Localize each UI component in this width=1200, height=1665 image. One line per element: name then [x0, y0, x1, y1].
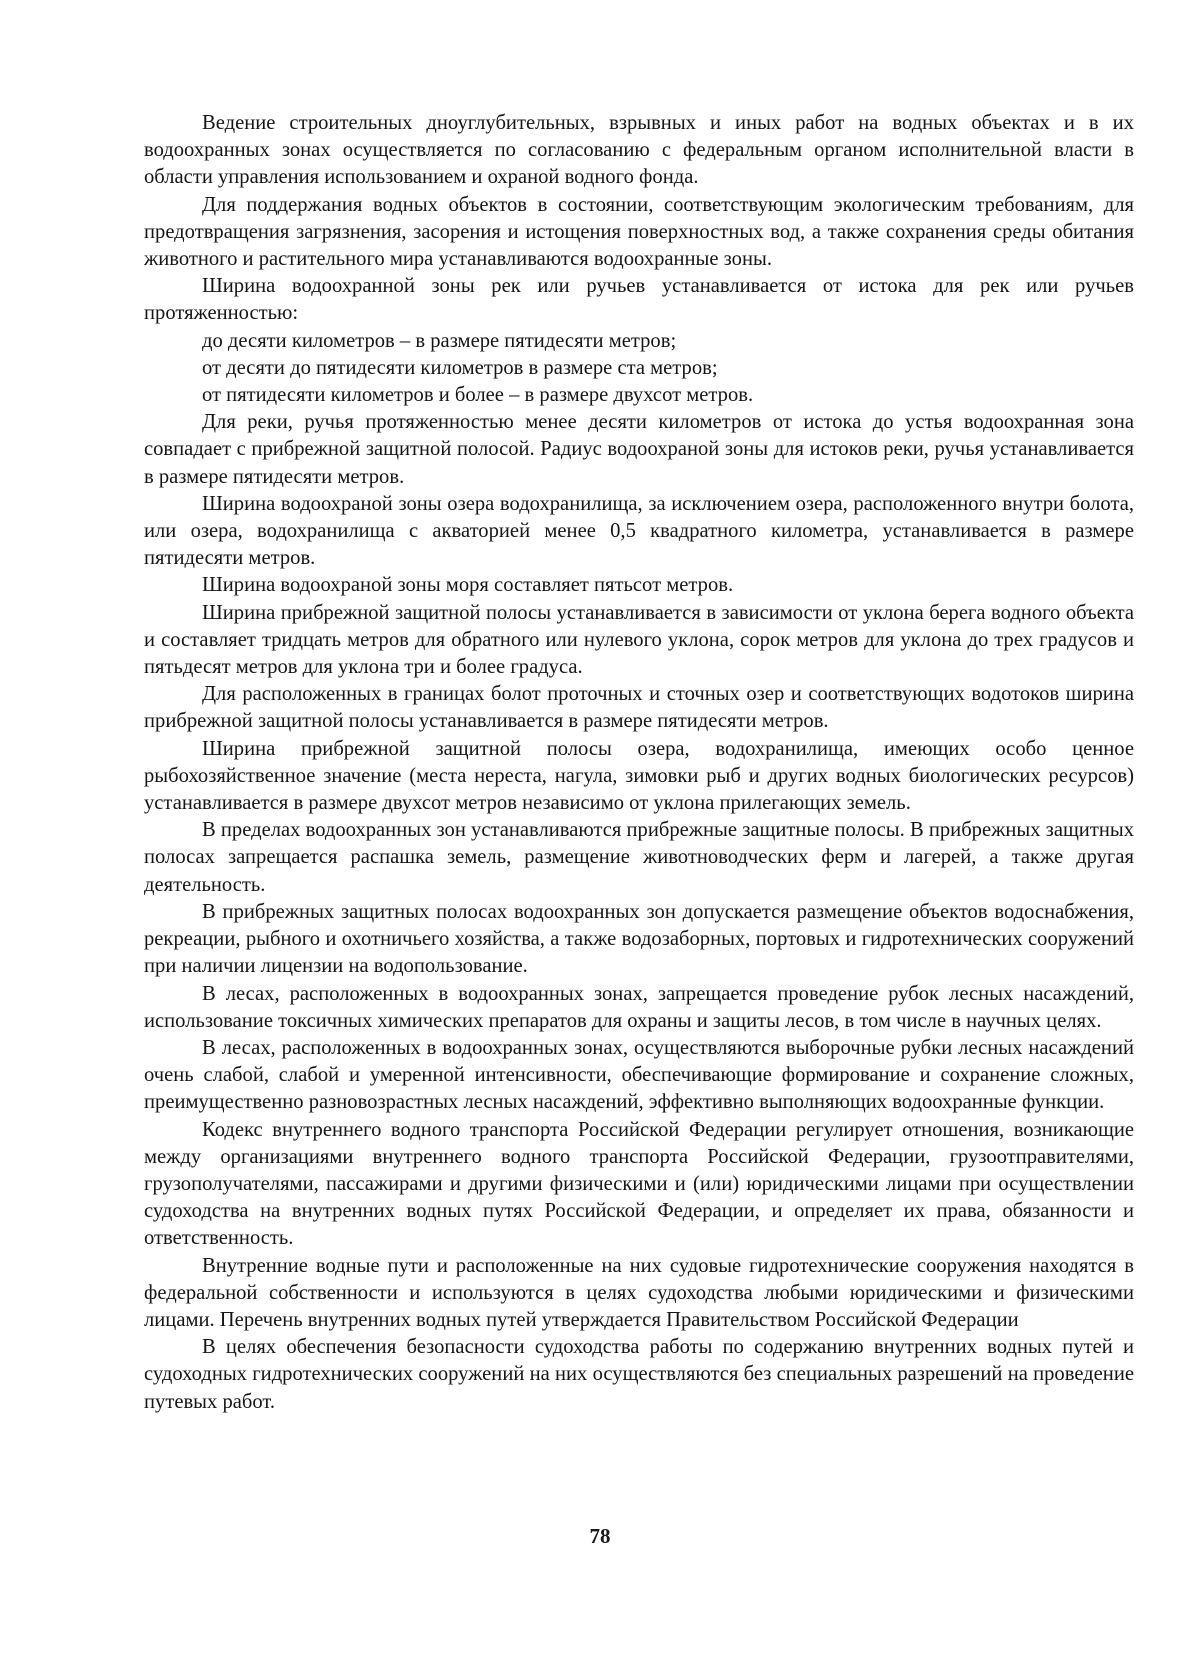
paragraph: В прибрежных защитных полосах водоохранных зон допускается размещение объектов водоснабжения, рекреации, рыбного и охотничьего хозяйства, а также водозаборных, портовых и гидротехнических сооружений при наличии лицензии на водопользование.: [144, 900, 1134, 978]
paragraph: Ширина прибрежной защитной полосы озера, водохранилища, имеющих особо ценное рыбохозяйственное значение (места нереста, нагула, зимовки рыб и других водных биологических ресурсов) устанавливается в размере двухсот метров независимо от уклона прилегающих земель.: [144, 737, 1134, 815]
paragraph: Ширина водоохранной зоны рек или ручьев устанавливается от истока для рек или ручьев протяженностью:: [144, 275, 1134, 325]
page-number: 78: [589, 1524, 611, 1548]
paragraph: Ширина прибрежной защитной полосы устанавливается в зависимости от уклона берега водного объекта и составляет тридцать метров для обратного или нулевого уклона, сорок метров для уклона до трех градусов и пятьдесят метров для уклона три и более градуса.: [144, 601, 1134, 679]
paragraph: В пределах водоохранных зон устанавливаются прибрежные защитные полосы. В прибрежных защитных полосах запрещается распашка земель, размещение животноводческих ферм и лагерей, а также другая деятельность.: [144, 819, 1134, 896]
paragraph: Кодекс внутреннего водного транспорта Российской Федерации регулирует отношения, возникающие между организациями внутреннего водного транспорта Российской Федерации, грузоотправителями, грузополучателями, пассажирами и другими физическими и (или) юридическими лицами при осуществлении судоходства на внутренних водных путях Российской Федерации, и определяет их права, обязанности и ответственность.: [144, 1118, 1134, 1250]
paragraph: Внутренние водные пути и расположенные на них судовые гидротехнические сооружения находятся в федеральной собственности и используются в целях судоходства любыми юридическими и физическими лицами. Перечень внутренних водных путей утверждается Правительством Российской Федерации: [144, 1254, 1134, 1331]
paragraph: Для поддержания водных объектов в состоянии, соответствующим экологическим требованиям, для предотвращения загрязнения, засорения и истощения поверхностных вод, а также сохранения среды обитания животного и растительного мира устанавливаются водоохранные зоны.: [144, 193, 1134, 271]
paragraph: В лесах, расположенных в водоохранных зонах, запрещается проведение рубок лесных насаждений, использование токсичных химических препаратов для охраны и защиты лесов, в том числе в научных целях.: [144, 982, 1134, 1032]
list-item: до десяти километров – в размере пятидесяти метров;: [202, 329, 677, 352]
document-body: [144, 110, 1134, 1416]
paragraph: Ширина водоохраной зоны озера водохранилища, за исключением озера, расположенного внутри болота, или озера, водохранилища с акваторией менее 0,5 квадратного километра, устанавливается в размере пятидесяти метров.: [144, 492, 1134, 570]
paragraph: Ведение строительных дноуглубительных, взрывных и иных работ на водных объектах и в их водоохранных зонах осуществляется по согласованию с федеральным органом исполнительной власти в области управления использованием и охраной водного фонда.: [144, 112, 1134, 189]
paragraph: Для реки, ручья протяженностью менее десяти километров от истока до устья водоохранная зона совпадает с прибрежной защитной полосой. Радиус водоохраной зоны для истоков реки, ручья устанавливается в размере пятидесяти метров.: [144, 411, 1134, 488]
list-item: от десяти до пятидесяти километров в размере ста метров;: [202, 356, 718, 379]
list-item: от пятидесяти километров и более – в размере двухсот метров.: [202, 384, 754, 407]
paragraph: Ширина водоохраной зоны моря составляет пятьсот метров.: [202, 574, 734, 597]
paragraph: В лесах, расположенных в водоохранных зонах, осуществляются выборочные рубки лесных насаждений очень слабой, слабой и умеренной интенсивности, обеспечивающие формирование и сохранение сложных, преимущественно разновозрастных лесных насаждений, эффективно выполняющих водоохранные функции.: [144, 1036, 1134, 1114]
paragraph: Для расположенных в границах болот проточных и сточных озер и соответствующих водотоков ширина прибрежной защитной полосы устанавливается в размере пятидесяти метров.: [144, 683, 1134, 733]
paragraph: В целях обеспечения безопасности судоходства работы по содержанию внутренних водных путей и судоходных гидротехнических сооружений на них осуществляются без специальных разрешений на проведение путевых работ.: [144, 1336, 1134, 1413]
